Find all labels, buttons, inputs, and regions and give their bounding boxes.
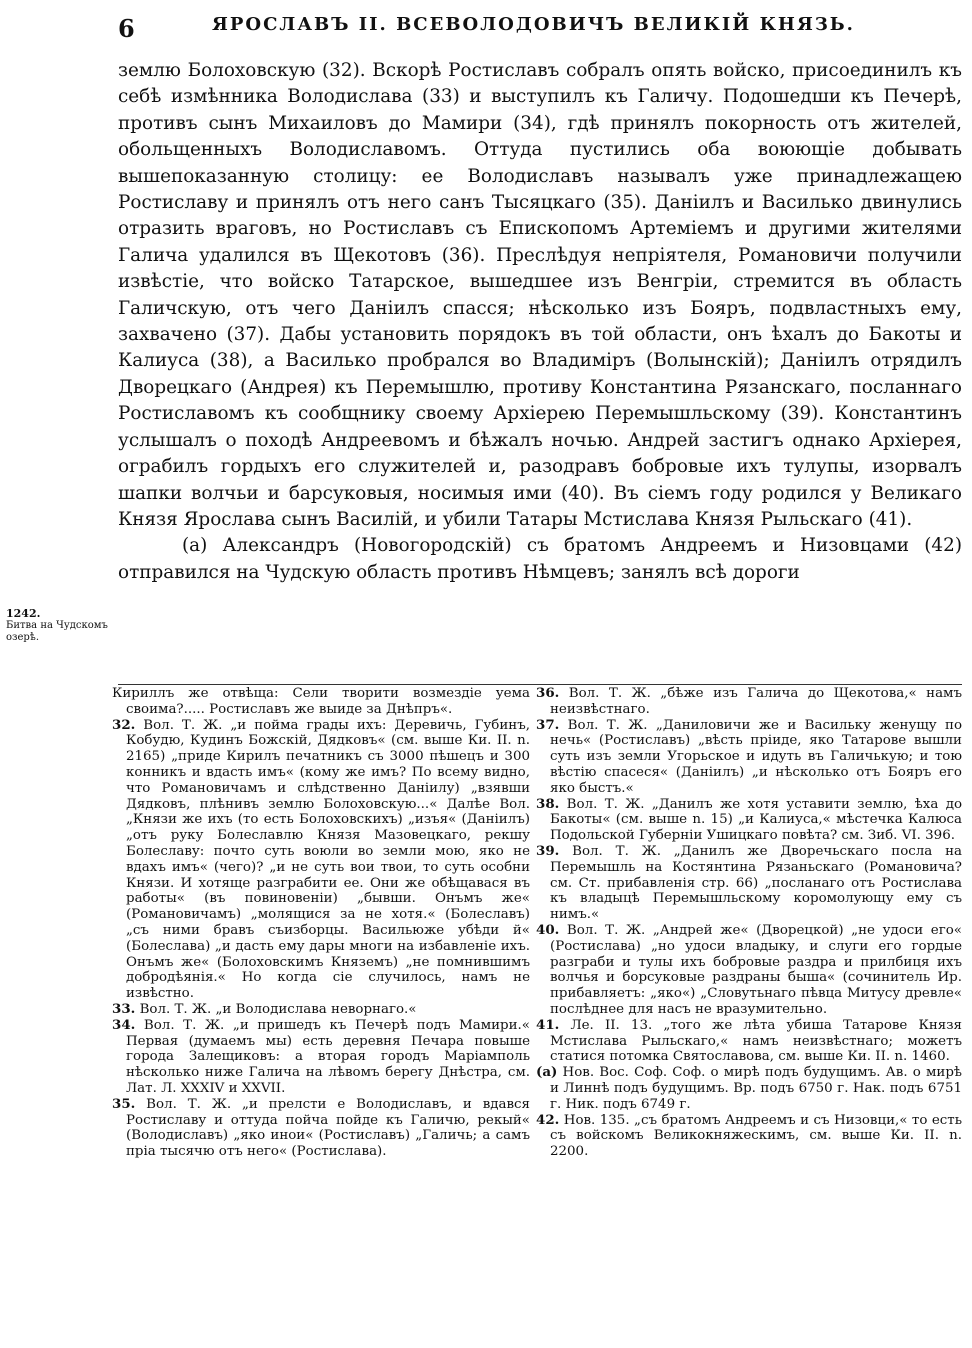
footnote: 36. Вол. Т. Ж. „бѣже изъ Галича до Щекотова,« намъ неизвѣстнаго. <box>536 685 962 717</box>
margin-note <box>6 608 108 644</box>
footnote: 39. Вол. Т. Ж. „Данилъ же Дворечьскаго посла на Перемышль на Костянтина Рязаньскаго (Романовича? см. Ст. прибавленія стр. 66) „посланаго отъ Ростислава къ владыцѣ Перемышльскому коромолующу ему съ нимъ.« <box>536 842 962 923</box>
footnote: 42. Нов. 135. „съ братомъ Андреемъ и съ Низовци,« то есть съ войскомъ Великокняжескимъ, см. выше Ки. II. n. 2200. <box>536 1111 962 1160</box>
footnote: 33. Вол. Т. Ж. „и Володислава неворнаго.« <box>112 1000 417 1017</box>
main-paragraph-2: (а) Александръ (Новогородскій) съ братомъ Андреемъ и Низовцами (42) отправился на Чудскую область противъ Нѣмцевъ; занялъ всѣ дороги <box>118 535 962 583</box>
footnote: Кириллъ же отвѣща: Сели творити возмездіе уема своима?..... Ростиславъ же выиде за Днѣпръ«. <box>112 686 530 717</box>
footnote: 34. Вол. Т. Ж. „и пришедъ къ Печерѣ подъ Мамири.« Первая (думаемъ мы) есть деревня Печара повыше города Залещиковъ: а вторая городъ Маріамполь нѣсколько ниже Галича на лѣвомъ берегу Днѣстра, см. Лат. Л. XXXIV и XXVII. <box>112 1016 530 1096</box>
footnotes-left-column <box>112 686 530 1160</box>
footnotes-right-column <box>536 686 962 1160</box>
main-text <box>118 58 962 586</box>
page-number: 6 <box>118 14 135 43</box>
footnote: (а) Нов. Вос. Соф. Соф. о мирѣ подъ будущимъ. Ав. о мирѣ и Линнѣ подъ будущимъ. Вр. подъ 6750 г. Нак. подъ 6751 г. Ник. подъ 6749 г. <box>536 1064 963 1112</box>
footnote: 38. Вол. Т. Ж. „Данилъ же хотя уставити землю, ѣха до Бакоты« (см. выше n. 15) „и Калиуса,« мѣстечка Калюса Подольской Губерніи Ушицкаго повѣта? см. Зиб. VI. 396. <box>536 795 963 844</box>
page-header <box>0 0 972 52</box>
footnote: 32. Вол. Т. Ж. „и пойма грады ихъ: Деревичь, Губинъ, Кобудю, Кудинъ Божскій, Дядковъ« (см. выше Ки. II. n. 2165) „приде Кирилъ печатникъ съ 3000 пѣшецъ и 300 конникъ и вдасть имъ« (кому же имъ? По всему видно, что Романовичамъ и слѣдственно Даніилу) „взявши Дядковъ, плѣнивъ землю Болоховскую...« Далѣе Вол. „Князи же ихъ (то есть Болоховскихъ) „изъя« (Даніилъ) „отъ руку Болеславлю Князя Мазовецкаго, рекшу Болеславу: почто суть воюли во земли мою, яко не вдахъ имъ« (чего)? „и не суть вои твои, то суть особни Князи. И хотяще разграбити ее. Они же обѣщавася въ работы« (въ повиновеніи) „бывши. Онъмъ же« (Романовичамъ) „молящися за не хотя.« (Болеславъ) „съ ними бравъ съизборцы. Васильюже убѣди й« (Болеслава) „и дасть ему дары многи на избавленіе ихъ. Онъмъ же« (Болоховскимъ Княземъ) „не помнившимъ добродѣянія.« Но когда сіе случилось, намъ не извѣстно. <box>112 716 530 1002</box>
footnote: 40. Вол. Т. Ж. „Андрей же« (Дворецкой) „не удоси его« (Ростислава) „но удоси владыку, и слуги его гордые разграби и тулы ихъ бобровые раздра и прилбиця ихъ волчья и борсуковые раздраны быша« (сочинитель Ир. прибавляетъ: „яко«) „Словутьнаго пѣвца Митусу древле« послѣднее для насъ не вразумительно. <box>536 921 962 1017</box>
footnote: 41. Ле. II. 13. „того же лѣта убиша Татарове Князя Мстислава Рыльскаго,« намъ неизвѣстнаго; можетъ статися потомка Святославова, см. выше Ки. II. n. 1460. <box>536 1016 962 1065</box>
margin-note-text: Битва на Чудскомъ озерѣ. <box>6 620 108 643</box>
running-title: ЯРОСЛАВЪ II. ВСЕВОЛОДОВИЧЪ ВЕЛИКІЙ КНЯЗЬ. <box>212 14 855 35</box>
footnote: 37. Вол. Т. Ж. „Даниловичи же и Васильку женущу по нечь« (Ростиславъ) „вѣсть пріиде, яко Татарове вышли суть изъ земли Угорьское и идуть въ Галичькую; и тою вѣстію спасеся« (Даніилъ) „и нѣсколько отъ Бояръ его яко быстъ.« <box>536 716 963 796</box>
footnote: 35. Вол. Т. Ж. „и прелсти е Володиславъ, и вдався Ростиславу и оттуда пойча пойде къ Галичю, рекый« (Володиславъ) „яко инои« (Ростиславъ) „Галичь; а самъ пріа тысячю отъ него« (Ростислава). <box>112 1095 530 1160</box>
main-paragraph-1: землю Болоховскую (32). Вскорѣ Ростиславъ собралъ опять войско, присоединилъ къ себѣ измѣнника Володислава (33) и выступилъ къ Галичу. Подошедши къ Печерѣ, противъ сынъ Михаиловъ до Мамири (34), гдѣ принялъ покорность отъ жителей, обольщенныхъ Володиславомъ. Оттуда пустились оба воюющіе добывать вышепоказанную столицу: ее Володиславъ называлъ уже принадлежащею Ростиславу и принялъ отъ него санъ Тысяцкаго (35). Даніилъ и Василько двинулись отразить враговъ, но Ростиславъ съ Епископомъ Артеміемъ и другими жителями Галича удалился въ Щекотовъ (36). Преслѣдуя непріятеля, Романовичи получили извѣстіе, что войско Татарское, вышедшее изъ Венгріи, стремится въ область Галичскую, отъ чего Даніилъ спасся; нѣсколько изъ Бояръ, подвластныхъ ему, захвачено (37). Дабы установить порядокъ въ той области, онъ ѣхалъ до Бакоты и Калиуса (38), а Василько пробрался во Владиміръ (Волынскій); Даніилъ отрядилъ Дворецкаго (Андрея) къ Перемышлю, противу Константина Рязанскаго, посланнаго Ростиславомъ къ сообщнику своему Архіерею Перемышльскому (39). Константинъ услышалъ о походѣ Андреевомъ и бѣжалъ ночью. Андрей застигъ однако Архіерея, ограбилъ гордыхъ его служителей и, разодравъ бобровые ихъ тулупы, изорвалъ шапки волчьи и барсуковыя, носимыя ими (40). Въ сіемъ году родился у Великаго Князя Ярослава сынъ Василій, и убили Татары Мстислава Князя Рыльскаго (41). <box>118 60 962 530</box>
margin-note-year: 1242. <box>6 607 41 620</box>
